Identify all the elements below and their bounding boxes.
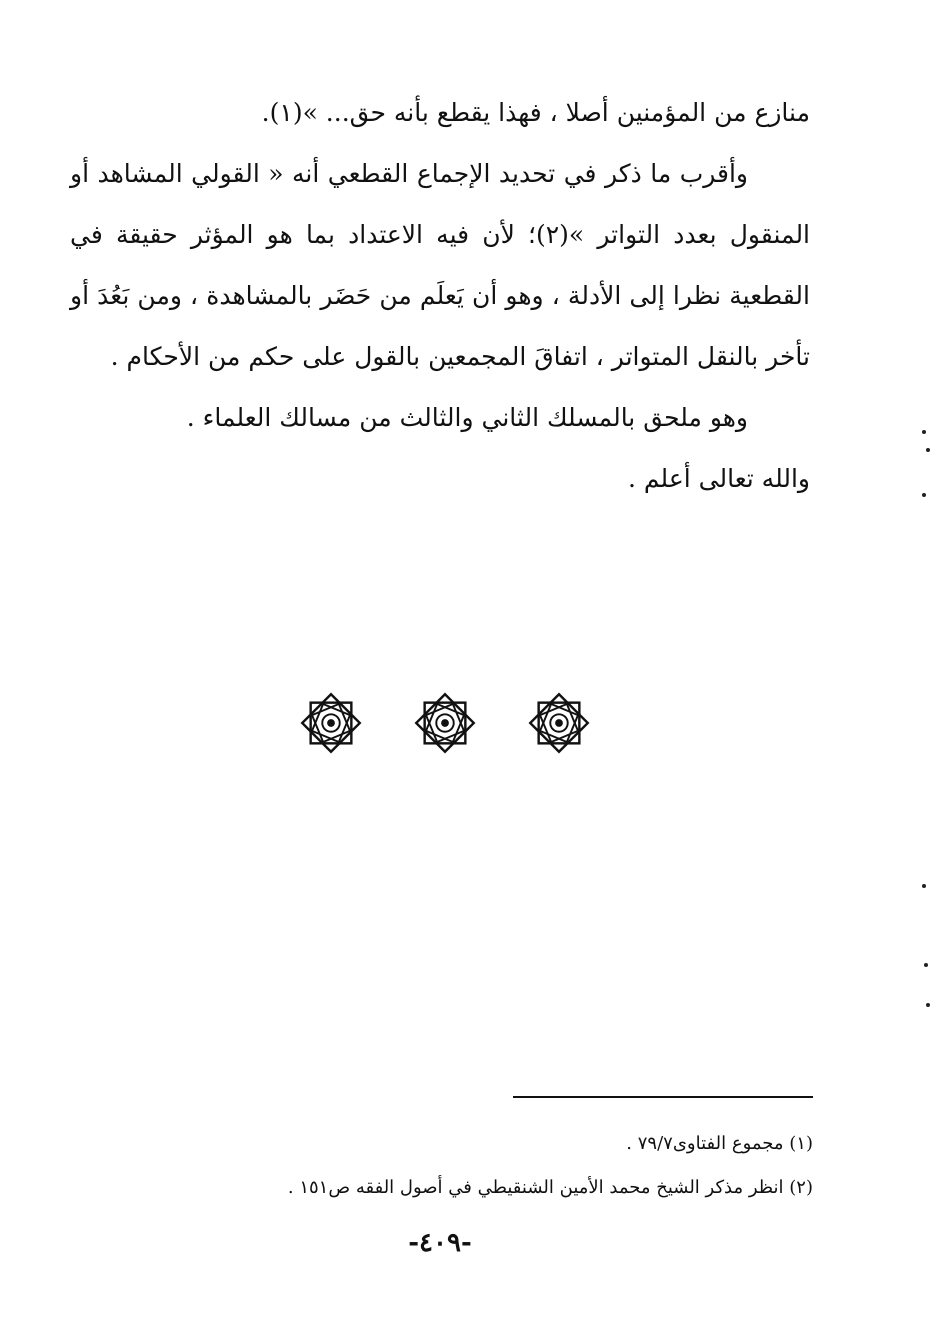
scan-speck bbox=[922, 493, 926, 497]
paragraph-4: والله تعالى أعلم . bbox=[628, 464, 810, 493]
scan-speck bbox=[926, 448, 930, 452]
star-ornament-icon bbox=[300, 692, 362, 754]
scan-speck bbox=[924, 963, 928, 967]
scan-speck bbox=[922, 430, 926, 434]
footnotes bbox=[163, 1122, 813, 1210]
main-text bbox=[70, 82, 810, 509]
scan-speck bbox=[922, 884, 926, 888]
paragraph-2: وأقرب ما ذكر في تحديد الإجماع القطعي أنه « القولي المشاهد أو المنقول بعدد التواتر »(٢)؛ لأن فيه الاعتداد بما هو المؤثر حقيقة في القطعية نظرا إلى الأدلة ، وهو أن يَعلَم من حَضَر بالمشاهدة ، ومن بَعُدَ أو تأخر بالنقل المتواتر ، اتفاقَ المجمعين بالقول على حكم من الأحكام . bbox=[70, 159, 811, 371]
footnote-1: (١) مجموع الفتاوى٧٩/٧ . bbox=[626, 1133, 813, 1154]
star-ornament-icon bbox=[528, 692, 590, 754]
star-ornament-icon bbox=[414, 692, 476, 754]
page-number: -٤٠٩- bbox=[408, 1228, 472, 1258]
section-divider-ornaments bbox=[300, 690, 590, 756]
footnote-2: (٢) انظر مذكر الشيخ محمد الأمين الشنقيطي في أصول الفقه ص١٥١ . bbox=[287, 1177, 813, 1198]
footnote-separator bbox=[513, 1096, 813, 1098]
paragraph-1: منازع من المؤمنين أصلا ، فهذا يقطع بأنه حق... »(١). bbox=[261, 98, 810, 127]
scan-speck bbox=[926, 1003, 930, 1007]
paragraph-3: وهو ملحق بالمسلك الثاني والثالث من مسالك العلماء . bbox=[186, 403, 748, 432]
